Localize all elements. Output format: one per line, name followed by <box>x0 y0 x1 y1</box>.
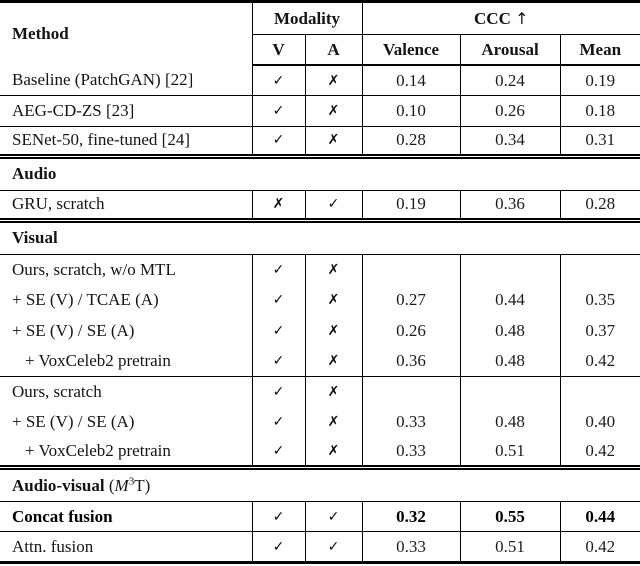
table-body <box>0 65 640 563</box>
section-header <box>0 157 640 191</box>
section-label: Audio <box>12 164 57 184</box>
cross-icon: ✗ <box>305 126 362 157</box>
table-row <box>0 407 640 438</box>
cross-icon: ✗ <box>305 254 362 285</box>
math-superscript: 3 <box>128 474 135 487</box>
table-row <box>0 254 640 285</box>
valence-value <box>362 254 460 285</box>
cross-icon: ✗ <box>305 315 362 346</box>
valence-value: 0.27 <box>362 285 460 316</box>
cross-icon: ✗ <box>305 65 362 96</box>
arousal-value: 0.48 <box>460 407 560 438</box>
header-row-top <box>0 2 640 35</box>
section-header <box>0 468 640 502</box>
cross-icon: ✗ <box>252 190 305 221</box>
arousal-value: 0.34 <box>460 126 560 157</box>
valence-value: 0.32 <box>362 501 460 532</box>
valence-value: 0.28 <box>362 126 460 157</box>
mean-value: 0.40 <box>585 412 616 432</box>
method-cell: + SE (V) / TCAE (A) <box>0 285 252 316</box>
check-icon: ✓ <box>252 65 305 96</box>
check-icon: ✓ <box>305 501 362 532</box>
table-header <box>0 2 640 66</box>
arousal-value <box>460 376 560 407</box>
valence-value: 0.26 <box>362 315 460 346</box>
method-cell: Ours, scratch, w/o MTL <box>0 254 252 285</box>
valence-value <box>362 376 460 407</box>
cross-icon: ✗ <box>305 96 362 127</box>
arousal-value: 0.26 <box>460 96 560 127</box>
table-row <box>0 96 640 127</box>
table-row <box>0 65 640 96</box>
table-row <box>0 126 640 157</box>
method-cell: GRU, scratch <box>0 190 252 221</box>
check-icon: ✓ <box>252 254 305 285</box>
cross-icon: ✗ <box>305 437 362 468</box>
mean-value: 0.42 <box>585 441 616 461</box>
mean-value: 0.35 <box>585 290 616 310</box>
valence-value: 0.36 <box>362 346 460 377</box>
col-header-v: V <box>252 35 305 66</box>
section-label: Visual <box>12 228 58 248</box>
method-cell: Attn. fusion <box>0 532 252 563</box>
up-arrow-icon: ↑ <box>515 8 529 28</box>
arousal-value: 0.36 <box>460 190 560 221</box>
valence-value: 0.19 <box>362 190 460 221</box>
table-row <box>0 532 640 563</box>
col-header-method: Method <box>0 2 252 66</box>
method-cell: + VoxCeleb2 pretrain <box>0 437 252 468</box>
cross-icon: ✗ <box>305 346 362 377</box>
method-cell: Concat fusion <box>0 501 252 532</box>
table-row <box>0 501 640 532</box>
mean-value: 0.37 <box>585 320 616 340</box>
table-row <box>0 437 640 468</box>
method-cell: Ours, scratch <box>0 376 252 407</box>
cross-icon: ✗ <box>305 376 362 407</box>
section-row <box>0 468 640 502</box>
arousal-value: 0.48 <box>460 346 560 377</box>
valence-value: 0.33 <box>362 407 460 438</box>
col-header-arousal: Arousal <box>460 35 560 66</box>
section-row <box>0 221 640 255</box>
arousal-value: 0.44 <box>460 285 560 316</box>
table-row <box>0 376 640 407</box>
method-cell: + SE (V) / SE (A) <box>0 315 252 346</box>
col-header-ccc <box>362 2 640 35</box>
arousal-value: 0.55 <box>460 501 560 532</box>
arousal-value: 0.48 <box>460 315 560 346</box>
mean-value <box>560 254 640 285</box>
method-cell: + SE (V) / SE (A) <box>0 407 252 438</box>
arousal-value: 0.24 <box>460 65 560 96</box>
check-icon: ✓ <box>252 96 305 127</box>
valence-value: 0.33 <box>362 532 460 563</box>
cross-icon: ✗ <box>305 407 362 438</box>
method-cell: Baseline (PatchGAN) [22] <box>0 65 252 96</box>
math-close-paren: T) <box>134 475 151 495</box>
col-header-modality: Modality <box>252 2 362 35</box>
mean-value <box>560 376 640 407</box>
table-row <box>0 285 640 316</box>
method-cell: AEG-CD-ZS [23] <box>0 96 252 127</box>
col-header-a: A <box>305 35 362 66</box>
check-icon: ✓ <box>252 532 305 563</box>
valence-value: 0.14 <box>362 65 460 96</box>
valence-value: 0.10 <box>362 96 460 127</box>
section-label: Audio-visual <box>12 475 105 495</box>
valence-value: 0.33 <box>362 437 460 468</box>
check-icon: ✓ <box>305 190 362 221</box>
mean-value: 0.42 <box>560 532 640 563</box>
math-variable: M <box>114 475 129 495</box>
col-header-mean: Mean <box>560 35 640 66</box>
cross-icon: ✗ <box>305 285 362 316</box>
table-row <box>0 190 640 221</box>
check-icon: ✓ <box>252 376 305 407</box>
table-row <box>0 346 640 377</box>
check-icon: ✓ <box>252 437 305 468</box>
arousal-value: 0.51 <box>460 532 560 563</box>
mean-value: 0.42 <box>585 350 616 370</box>
col-header-valence: Valence <box>362 35 460 66</box>
arousal-value: 0.51 <box>460 437 560 468</box>
check-icon: ✓ <box>252 126 305 157</box>
mean-value: 0.28 <box>560 190 640 221</box>
table-row <box>0 315 640 346</box>
mean-value: 0.44 <box>560 501 640 532</box>
mean-value: 0.18 <box>560 96 640 127</box>
check-icon: ✓ <box>252 407 305 438</box>
mean-value: 0.19 <box>585 70 616 90</box>
check-icon: ✓ <box>252 285 305 316</box>
check-icon: ✓ <box>252 346 305 377</box>
mean-value: 0.31 <box>560 126 640 157</box>
check-icon: ✓ <box>252 315 305 346</box>
section-row <box>0 157 640 191</box>
arousal-value <box>460 254 560 285</box>
math-open-paren: ( <box>104 475 115 495</box>
ccc-label: CCC <box>474 8 511 28</box>
method-cell: + VoxCeleb2 pretrain <box>0 346 252 377</box>
check-icon: ✓ <box>305 532 362 563</box>
check-icon: ✓ <box>252 501 305 532</box>
method-cell: SENet-50, fine-tuned [24] <box>0 126 252 157</box>
section-header <box>0 221 640 255</box>
